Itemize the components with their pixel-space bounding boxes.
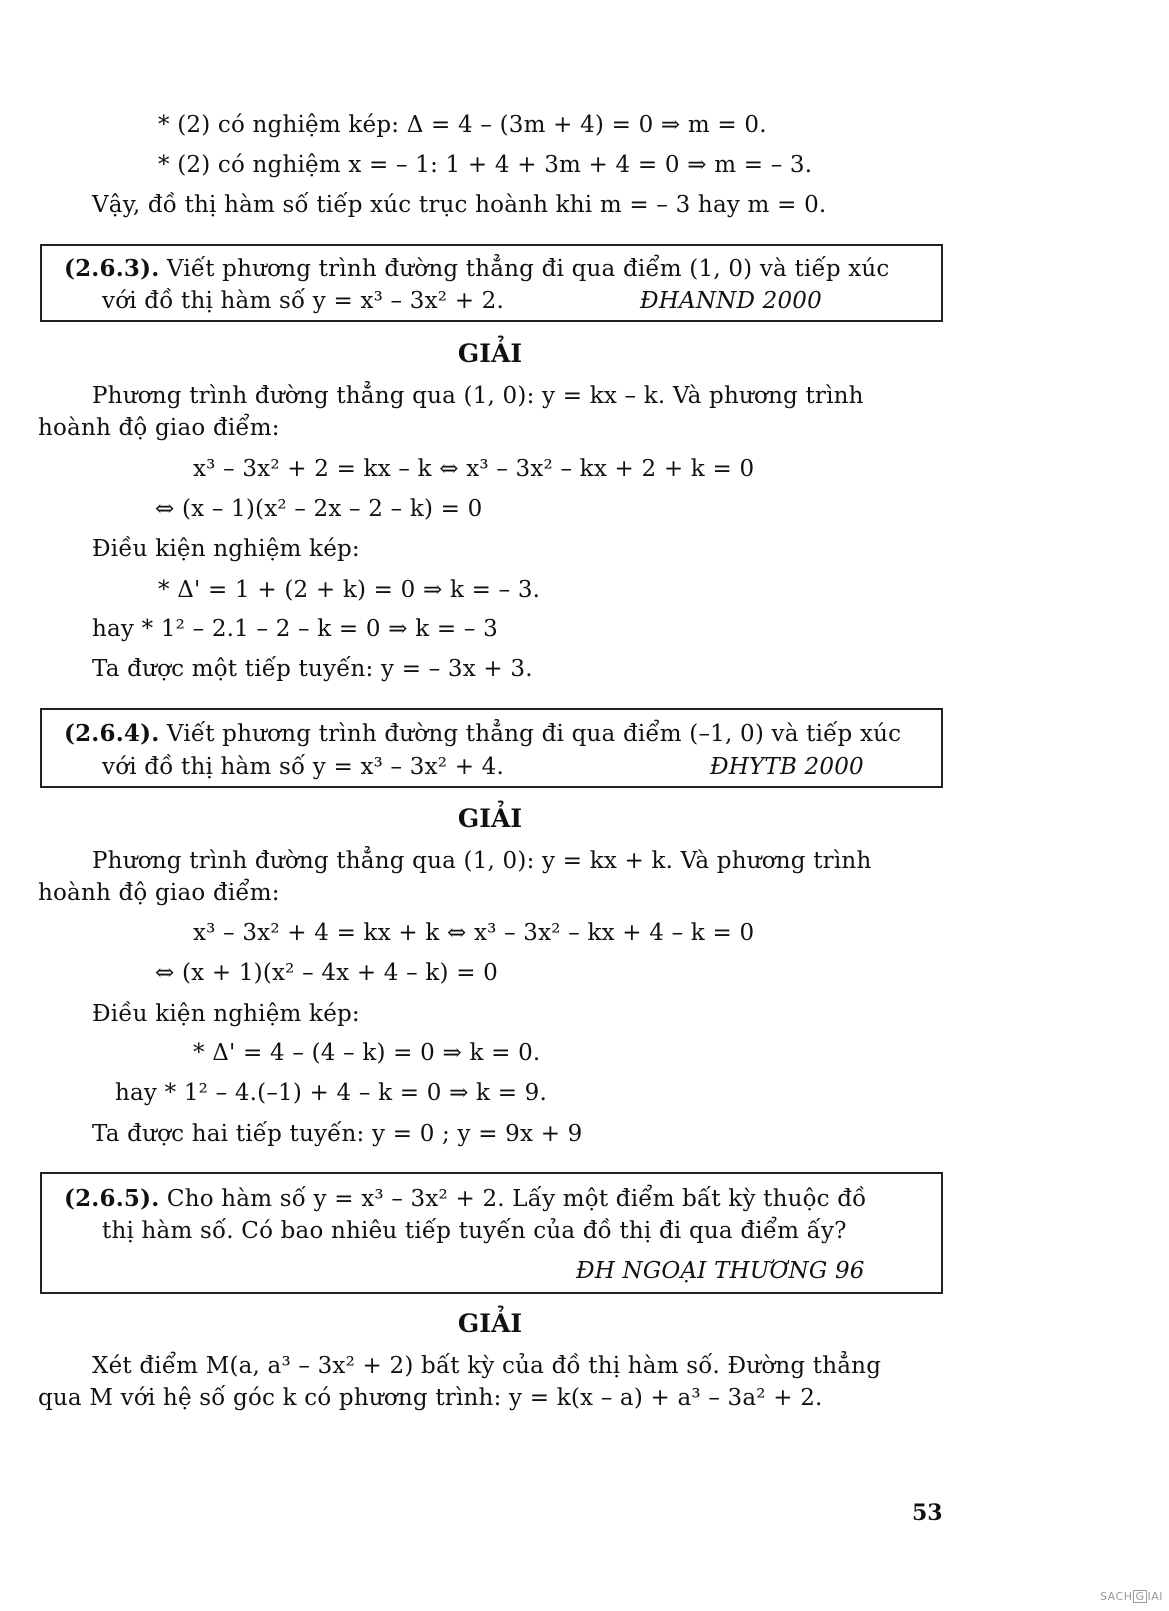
text-line: Xét điểm M(a, a³ – 3x² + 2) bất kỳ của đồ thị hàm số. Đường thẳng	[92, 1353, 882, 1379]
equation: ⇔ (x – 1)(x² – 2x – 2 – k) = 0	[155, 496, 483, 522]
problem-box-2-6-4	[40, 708, 943, 788]
problem-number: (2.6.3).	[64, 255, 160, 282]
text-line: Phương trình đường thẳng qua (1, 0): y = kx + k. Và phương trình	[92, 848, 872, 874]
equation: * Δ' = 4 – (4 – k) = 0 ⇒ k = 0.	[193, 1040, 541, 1066]
text-line: * (2) có nghiệm kép: Δ = 4 – (3m + 4) = 0 ⇒ m = 0.	[158, 112, 767, 138]
equation: hay * 1² – 4.(–1) + 4 – k = 0 ⇒ k = 9.	[115, 1080, 548, 1106]
text-line: hoành độ giao điểm:	[38, 415, 280, 441]
text-line: hoành độ giao điểm:	[38, 880, 280, 906]
page-number: 53	[912, 1500, 943, 1526]
solution-heading: GIẢI	[457, 1309, 523, 1338]
problem-text: Cho hàm số y = x³ – 3x² + 2. Lấy một điểm bất kỳ thuộc đồ	[166, 1186, 867, 1212]
problem-source: ĐHYTB 2000	[710, 754, 864, 780]
text-line: qua M với hệ số góc k có phương trình: y = k(x – a) + a³ – 3a² + 2.	[38, 1385, 823, 1411]
text-line: * (2) có nghiệm x = – 1: 1 + 4 + 3m + 4 = 0 ⇒ m = – 3.	[158, 152, 813, 178]
problem-box-2-6-5	[40, 1172, 943, 1294]
text-line: Ta được hai tiếp tuyến: y = 0 ; y = 9x + 9	[92, 1121, 583, 1147]
equation: * Δ' = 1 + (2 + k) = 0 ⇒ k = – 3.	[158, 577, 541, 603]
text-line: Phương trình đường thẳng qua (1, 0): y = kx – k. Và phương trình	[92, 383, 864, 409]
solution-heading: GIẢI	[457, 804, 523, 833]
problem-text: Viết phương trình đường thẳng đi qua điểm (1, 0) và tiếp xúc	[166, 256, 890, 282]
problem-text: với đồ thị hàm số y = x³ – 3x² + 2.	[102, 288, 505, 314]
problem-box-2-6-3	[40, 244, 943, 322]
equation: ⇔ (x + 1)(x² – 4x + 4 – k) = 0	[155, 960, 499, 986]
problem-text: thị hàm số. Có bao nhiêu tiếp tuyến của đồ thị đi qua điểm ấy?	[102, 1218, 847, 1244]
equation: x³ – 3x² + 2 = kx – k ⇔ x³ – 3x² – kx + 2 + k = 0	[193, 456, 755, 482]
equation: hay * 1² – 2.1 – 2 – k = 0 ⇒ k = – 3	[92, 616, 498, 642]
solution-heading: GIẢI	[457, 339, 523, 368]
text-line: Điều kiện nghiệm kép:	[92, 536, 360, 562]
equation: x³ – 3x² + 4 = kx + k ⇔ x³ – 3x² – kx + 4 – k = 0	[193, 920, 755, 946]
problem-source: ĐHANND 2000	[640, 288, 822, 314]
text-line: Điều kiện nghiệm kép:	[92, 1001, 360, 1027]
problem-source: ĐH NGOẠI THƯƠNG 96	[576, 1258, 865, 1284]
problem-text: với đồ thị hàm số y = x³ – 3x² + 4.	[102, 754, 505, 780]
text-line: Vậy, đồ thị hàm số tiếp xúc trục hoành khi m = – 3 hay m = 0.	[92, 192, 827, 218]
problem-number: (2.6.4).	[64, 720, 160, 747]
text-line: Ta được một tiếp tuyến: y = – 3x + 3.	[92, 656, 533, 682]
problem-number: (2.6.5).	[64, 1185, 160, 1212]
problem-text: Viết phương trình đường thẳng đi qua điểm (–1, 0) và tiếp xúc	[166, 721, 902, 747]
watermark-logo: SACH G IAI	[1100, 1590, 1164, 1603]
